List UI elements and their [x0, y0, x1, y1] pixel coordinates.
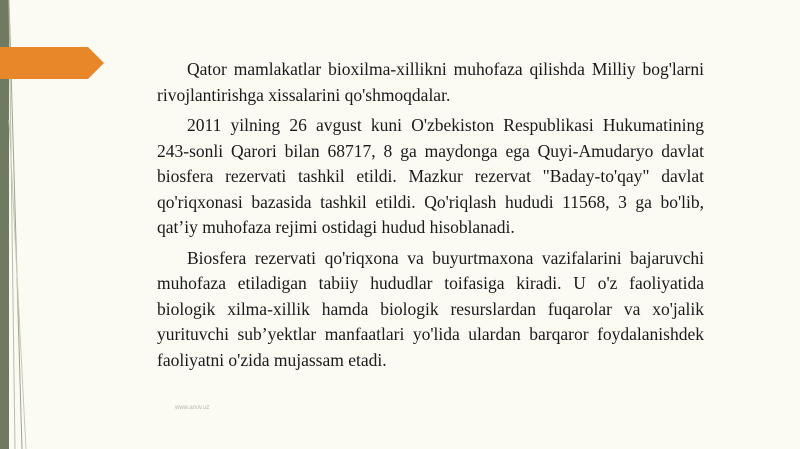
paragraph-1: Qator mamlakatlar bioxilma-xillikni muhofaza qilishda Milliy bog'larni rivojlantirishga xissalarini qo'shmoqdalar. [157, 59, 704, 105]
paragraph-3: Biosfera rezervati qo'riqxona va buyurtmaxona vazifalarini bajaruvchi muhofaza etiladigan tabiiy hududlar toifasiga kiradi. U o'z faoliyatida biologik xilma-xillik hamda biologik resurslardan fuqarolar va xo'jalik yurituvchi sub’yektlar manfaatlari yo'lida ulardan barqaror foydalanishdek faoliyatni o'zida mujassam etadi. [157, 247, 704, 370]
footer-url: www.arxiv.uz [175, 405, 210, 411]
slide-body [157, 57, 704, 378]
orange-arrow-tab [0, 47, 104, 79]
paragraph-2: 2011 yilning 26 avgust kuni O'zbekiston Respublikasi Hukumatining 243-sonli Qarori bilan 68717, 8 ga maydonga ega Quyi-Amudaryo davlat biosfera rezervati tashkil etildi. Mazkur rezervat "Baday-to'qay" davlat qo'riqxonasi bazasida tashkil etildi. Qo'riqlash hududi 11568, 3 ga bo'lib, qat’iy muhofaza rejimi ostidagi hudud hisoblanadi. [157, 115, 704, 237]
